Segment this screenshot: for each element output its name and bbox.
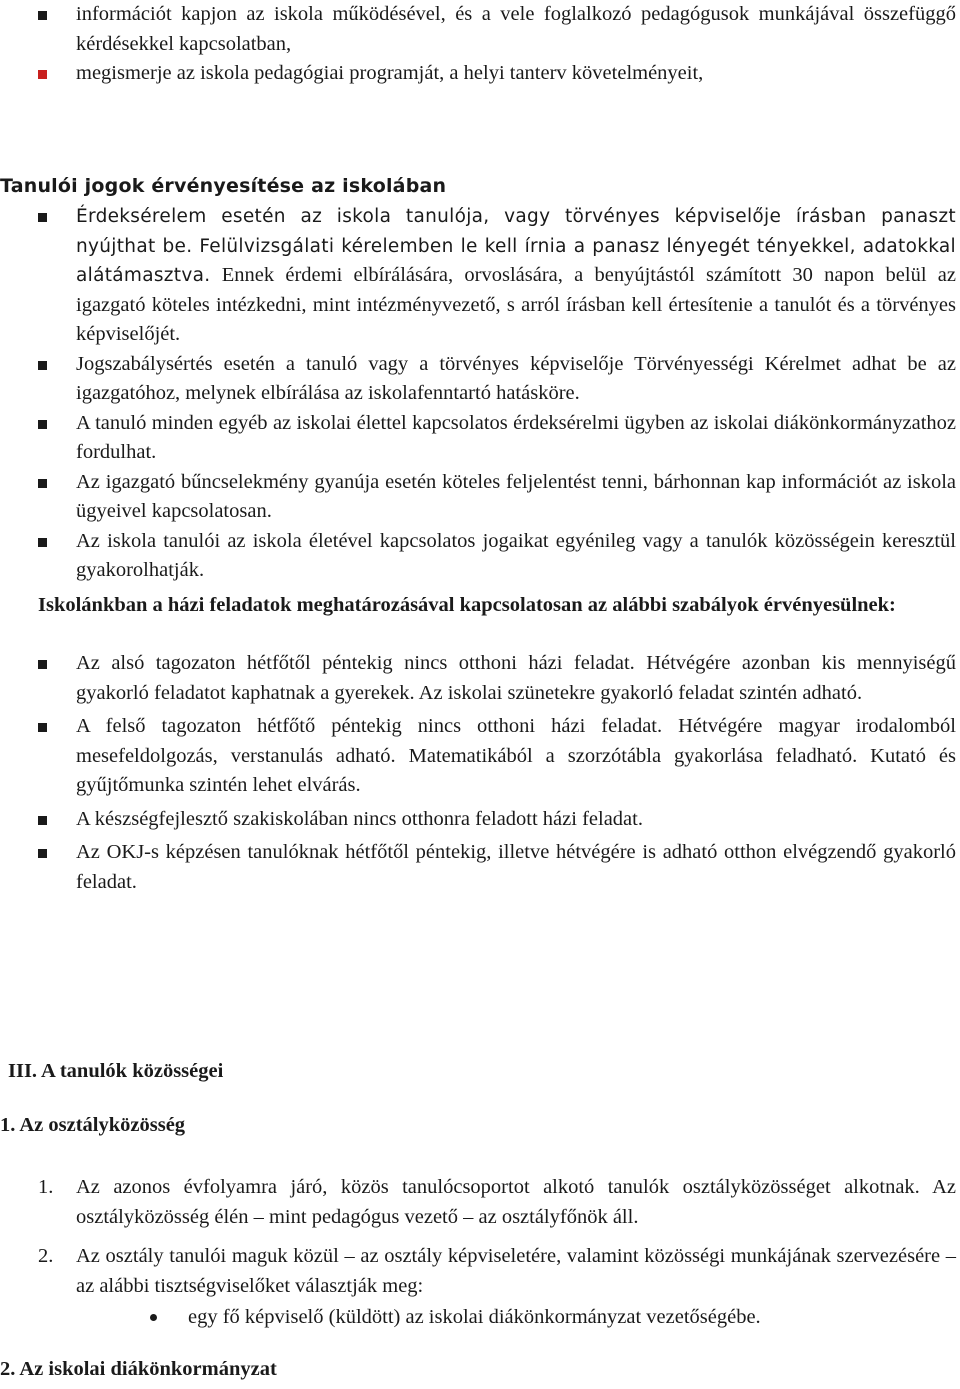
rights-heading: Tanulói jogok érvényesítése az iskolában xyxy=(0,175,447,197)
square-bullet-icon xyxy=(38,838,47,868)
square-bullet-icon xyxy=(38,527,47,557)
list-item: A tanuló minden egyéb az iskolai élettel kapcsolatos érdeksérelmi ügyben az iskolai diákönkormányzathoz fordulhat. xyxy=(0,409,960,468)
list-item: Az OKJ-s képzésen tanulóknak hétfőtől péntekig, illetve hétvégére is adható otthon elvégzendő gyakorló feladat. xyxy=(0,838,960,897)
square-bullet-icon xyxy=(38,409,47,439)
square-bullet-icon xyxy=(38,712,47,742)
list-item: információt kapjon az iskola működésével, és a vele foglalkozó pedagógusok munkájával összefüggő kérdésekkel kapcsolatban, xyxy=(0,0,960,59)
square-bullet-icon xyxy=(38,649,47,679)
square-bullet-icon xyxy=(38,59,47,89)
homework-section xyxy=(0,590,960,897)
homework-heading: Iskolánkban a házi feladatok meghatározásával kapcsolatosan az alábbi szabályok érvényesülnek: xyxy=(38,594,896,616)
list-item: Az alsó tagozaton hétfőtől péntekig nincs otthoni házi feladat. Hétvégére azonban kis mennyiségű gyakorló feladatot kaphatnak a gyerekek. Az iskolai szünetekre gyakorló feladat szintén adható. xyxy=(0,649,960,708)
square-bullet-icon xyxy=(38,468,47,498)
intro-list xyxy=(0,0,960,89)
bullet-dot-icon xyxy=(150,1314,157,1321)
square-bullet-icon xyxy=(38,805,47,835)
numbered-item: 1. Az azonos évfolyamra járó, közös tanulócsoportot alkotó tanulók osztályközösséget alkotnak. Az osztályközösség élén – mint pedagógus vezető – az osztályfőnök áll. xyxy=(38,1176,956,1228)
list-item: megismerje az iskola pedagógiai programját, a helyi tanterv követelményeit, xyxy=(0,59,960,89)
square-bullet-icon xyxy=(38,350,47,380)
square-bullet-icon xyxy=(38,202,47,232)
rights-section xyxy=(0,170,960,586)
subsection-title: 1. Az osztályközösség xyxy=(0,1114,186,1136)
list-item: A készségfejlesztő szakiskolában nincs otthonra feladott házi feladat. xyxy=(0,805,960,835)
list-item: Jogszabálysértés esetén a tanuló vagy a törvényes képviselője Törvényességi Kérelmet adhat be az igazgatóhoz, melynek elbírálása az iskolafenntartó hatásköre. xyxy=(0,350,960,409)
list-item: Az iskola tanulói az iskola életével kapcsolatos jogaikat egyénileg vagy a tanulók közösségein keresztül gyakorolhatják. xyxy=(0,527,960,586)
list-item: egy fő képviselő (küldött) az iskolai diákönkormányzat vezetőségébe. xyxy=(0,1303,960,1333)
subsection-title: 2. Az iskolai diákönkormányzat xyxy=(0,1357,277,1380)
chapter3 xyxy=(0,1055,960,1385)
chapter-title: III. A tanulók közösségei xyxy=(8,1060,224,1082)
numbered-item: 2. Az osztály tanulói maguk közül – az osztály képviseletére, valamint közösségi munkájának szervezésére – az alábbi tisztségviselőket választják meg: xyxy=(38,1245,956,1297)
square-bullet-icon xyxy=(38,0,47,30)
list-item: Érdeksérelem esetén az iskola tanulója, vagy törvényes képviselője írásban panaszt nyújthat be. Felülvizsgálati kérelemben le kell írnia a panasz lényegét tényekkel, adatokkal alátámasztva. Ennek érdemi elbírálására, orvoslására, a benyújtástól számított 30 napon belül az igazgató köteles intézkedni, mint intézményvezető, s arról írásban kell értesítenie a tanulót és a törvényes képviselőjét. xyxy=(0,202,960,350)
list-item: Az igazgató bűncselekmény gyanúja esetén köteles feljelentést tenni, bárhonnan kap információt az iskola ügyeivel kapcsolatosan. xyxy=(0,468,960,527)
list-item: A felső tagozaton hétfőtő péntekig nincs otthoni házi feladat. Hétvégére magyar irodalomból mesefeldolgozás, verstanulás adható. Matematikából a szorzótábla gyakorlása feladható. Kutató és gyűjtőmunka szintén lehet elvárás. xyxy=(0,712,960,801)
